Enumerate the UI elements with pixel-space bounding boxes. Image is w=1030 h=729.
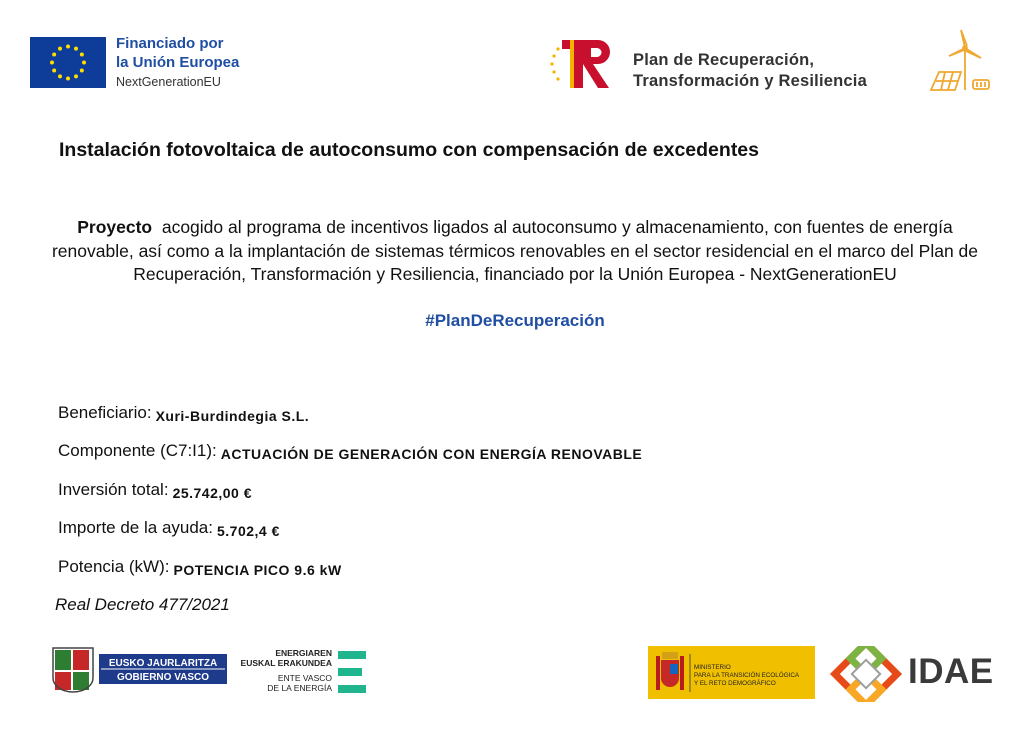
eu-star — [74, 74, 78, 78]
hashtag: #PlanDeRecuperación — [425, 311, 605, 330]
eve-mark-icon — [336, 649, 368, 695]
gv-line-2: GOBIERNO VASCO — [116, 672, 210, 683]
eu-star — [66, 45, 70, 49]
field-importe — [58, 518, 280, 538]
mitreco-line-3: Y EL RETO DEMOGRÁFICO — [694, 680, 776, 687]
real-decreto: Real Decreto 477/2021 — [55, 595, 230, 614]
eu-star — [50, 61, 54, 65]
field-label: Inversión total: — [58, 480, 169, 499]
eve-line-4: DE LA ENERGÍA — [267, 682, 332, 693]
prtr-logo — [548, 34, 618, 92]
eu-star — [58, 74, 62, 78]
prtr-line-2: Transformación y Resiliencia — [633, 72, 867, 90]
gobierno-vasco-logo — [51, 646, 229, 694]
eu-stars-icon — [30, 37, 106, 88]
eu-star — [52, 69, 56, 73]
eve-line-2: EUSKAL ERAKUNDEA — [240, 657, 332, 668]
field-value: 25.742,00 € — [172, 485, 253, 501]
idae-logo — [828, 646, 998, 702]
eve-text-bold — [241, 649, 332, 668]
eu-funding-text — [116, 34, 239, 92]
eve-logo — [236, 647, 376, 697]
eu-star — [66, 77, 70, 81]
eu-line-3: NextGenerationEU — [116, 75, 221, 89]
project-description — [40, 216, 990, 287]
eu-line-2: la Unión Europea — [116, 54, 240, 71]
eve-text-regular — [267, 674, 332, 693]
field-value: 5.702,4 € — [216, 523, 280, 539]
field-label: Beneficiario: — [58, 403, 152, 422]
prtr-text — [633, 50, 867, 92]
idae-text: IDAE — [908, 652, 994, 691]
eu-star — [82, 61, 86, 65]
field-componente — [58, 441, 642, 461]
eu-star — [52, 53, 56, 57]
field-value: POTENCIA PICO 9.6 kW — [173, 562, 342, 578]
field-label: Potencia (kW): — [58, 557, 170, 576]
eu-star — [80, 69, 84, 73]
mitreco-logo — [648, 646, 815, 699]
project-text: acogido al programa de incentivos ligados al autoconsumo y almacenamiento, con fuentes de energía renovable, así como a la implantación de sistemas térmicos renovables en el sector residencial en el marco del Plan de Recuperación, Transformación y Resiliencia, financiado por la Unión Europea - NextGenerationEU — [51, 217, 979, 284]
field-inversion — [58, 480, 252, 500]
eu-line-1: Financiado por — [116, 35, 224, 52]
prtr-line-1: Plan de Recuperación, — [633, 51, 815, 69]
field-label: Componente (C7:I1): — [58, 441, 217, 460]
field-label: Importe de la ayuda: — [58, 518, 213, 537]
field-beneficiario — [58, 403, 309, 423]
mitreco-line-1: MINISTERIO — [694, 664, 731, 671]
project-lead: Proyecto — [77, 217, 153, 237]
eve-line-3: ENTE VASCO — [277, 673, 332, 683]
eve-line-1: ENERGIAREN — [275, 648, 332, 658]
mitreco-line-2: PARA LA TRANSICIÓN ECOLÓGICA — [694, 672, 800, 679]
eu-star — [74, 47, 78, 51]
field-value: ACTUACIÓN DE GENERACIÓN CON ENERGÍA RENOVABLE — [220, 446, 643, 462]
idae-mark-icon — [828, 646, 904, 702]
eu-flag-logo — [30, 37, 106, 88]
gv-line-1: EUSKO JAURLARITZA — [108, 658, 218, 669]
field-potencia — [58, 557, 342, 577]
document-title: Instalación fotovoltaica de autoconsumo con compensación de excedentes — [59, 139, 760, 161]
eu-star — [58, 47, 62, 51]
field-value: Xuri-Burdindegia S.L. — [155, 408, 310, 424]
eu-star — [80, 53, 84, 57]
wind-solar-icon — [925, 28, 995, 98]
